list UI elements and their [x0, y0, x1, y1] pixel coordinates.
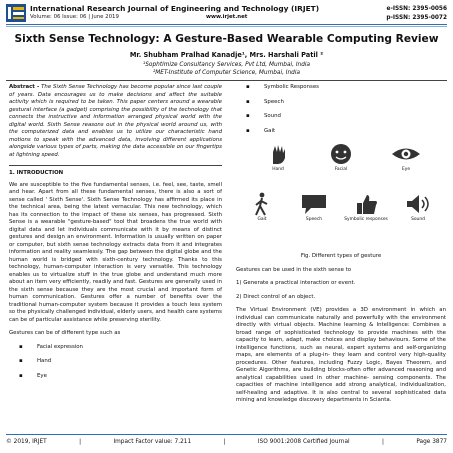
- paper-title: Sixth Sense Technology: A Gesture-Based Wearable Computing Review: [14, 33, 439, 45]
- journal-footer: [6, 439, 447, 445]
- speech-bubble-icon: [297, 192, 331, 216]
- figure-label: Gait: [257, 217, 267, 222]
- paper-authors: Mr. Shubham Pralhad Kanadje¹, Mrs. Harshali Patil ²: [129, 51, 324, 59]
- left-column: [9, 84, 222, 387]
- footer-iso: ISO 9001:2008 Certified Journal: [257, 439, 350, 445]
- header-rule-secondary: [6, 26, 447, 27]
- uses-intro: Gestures can be used in the sixth sense to: [236, 266, 352, 273]
- figure-cell-facial: [317, 142, 365, 174]
- footer-impact-factor: Impact Factor value: 7.211: [113, 439, 192, 445]
- volume-line: Volume: 06 Issue: 06 | June 2019: [30, 14, 119, 20]
- figure-cell-hand: [254, 142, 302, 174]
- journal-website-link[interactable]: www.irjet.net: [206, 14, 248, 20]
- walking-person-icon: [245, 192, 279, 216]
- gesture-type-list-cont: [236, 84, 446, 135]
- virtual-environment-paragraph: The Virtual Environment (VE) provides a 3D environment in which an individual can communicate naturally and powerfully with the environment directly with virtual objects. Machine learning & Intelligence: Combines a broad range of sophisticated technology to provide machines with the capacity to learn, adapt, make choices and display behaviours. Some of the intelligence functions, such as neural, expert systems and self-organizing maps, are elements of a plug-in- they learn and control very high-quality procedures. Other features, including Fuzzy Logic, Bayes Theorem, and Genetic Algorithms, are building blocks-often offer advanced reasoning and analytical capabilities used in other machine- sensing components. The capacities of machine intelligence add strong analytical, individualization, self-healing and adaptive. It is also central to several sophisticated data mining and knowledge discovery departments in Scianta.: [236, 307, 446, 403]
- list-item: ▪ Hand: [19, 358, 222, 366]
- issn-block: [386, 5, 447, 23]
- abstract: [9, 84, 222, 159]
- abstract-text: The Sixth Sense Technology has become popular since last couple of years. Data encourages us to make decisions and affect the suitable activity which is required to be taken. This paper centers around a wearable gestural interface (a gadget) comprising the possibility of the technology that connects the instructive and information arranged physical world with the digital world. Sixth Sense reasons out in the physical world around us, with the computerized data and enables us to utilize our characteristic hand motions to speak with the advanced data, involving different applications alongside various types of parts, making the data accessible on our fingertips at lightning speed.: [9, 84, 223, 158]
- list-item: ▪ Sound: [246, 113, 446, 121]
- figure-cell-gait: [238, 192, 286, 224]
- figure-label: Speech: [305, 217, 323, 222]
- figure-cell-sound: [394, 192, 442, 224]
- affiliation-2: ²MET-Institute of Computer Science, Mumbai, India: [152, 70, 301, 76]
- irjet-logo: [6, 4, 26, 22]
- use-1: 1) Generate a practical interaction or event.: [236, 280, 356, 286]
- figure-label: Hand: [272, 167, 284, 172]
- right-column: [236, 84, 446, 411]
- figure-label: Sound: [411, 217, 425, 222]
- use-2: 2) Direct control of an object.: [236, 293, 316, 300]
- list-item: ▪ Facial expression: [19, 344, 222, 352]
- speaker-icon: [401, 192, 435, 216]
- journal-header: [6, 4, 447, 22]
- gesture-types-intro: Gestures can be of different type such as: [9, 330, 121, 336]
- figure-label: Symbolic responses: [344, 217, 388, 222]
- affiliation-1: ¹Sophtimize Consultancy Services, Pvt Ltd, Mumbai, India: [142, 62, 311, 68]
- eissn: e-ISSN: 2395-0056: [386, 6, 447, 12]
- list-item: ▪ Eye: [19, 373, 222, 381]
- abstract-rule: [9, 165, 222, 166]
- footer-divider: |: [381, 439, 384, 445]
- gesture-type-list: [9, 344, 222, 381]
- journal-name: International Research Journal of Engineering and Technology (IRJET): [30, 4, 320, 13]
- eye-icon: [389, 142, 423, 166]
- header-rule: [6, 24, 447, 25]
- list-item: ▪ Gait: [246, 128, 446, 136]
- figure-label: Facial: [334, 167, 348, 172]
- figure-cell-speech: [290, 192, 338, 224]
- figure-cell-symbolic: [342, 192, 390, 224]
- list-item: ▪ Speech: [246, 99, 446, 107]
- hand-icon: [261, 142, 295, 166]
- title-rule: [6, 80, 447, 81]
- footer-divider: |: [223, 439, 226, 445]
- thumbs-up-icon: [349, 192, 383, 216]
- pissn: p-ISSN: 2395-0072: [386, 15, 447, 21]
- gesture-figure: [236, 142, 446, 249]
- figure-caption: Fig. Different types of gesture: [300, 253, 382, 259]
- figure-cell-eye: [382, 142, 430, 174]
- footer-rule: [6, 434, 447, 435]
- footer-divider: |: [79, 439, 82, 445]
- face-icon: [324, 142, 358, 166]
- figure-label: Eye: [401, 167, 411, 172]
- list-item: ▪ Symbolic Responses: [246, 84, 446, 92]
- intro-paragraph: We are susceptible to the five fundamental senses, i.e. feel, see, taste, smell and hear. Apart from all these fundamental senses, there is also a sort of sense called ' Sixth Sense'. Sixth Sense Technology has affirmed its place in the technical area, being the latest vernacular. This new technology, which has its connection to the impact of these six senses, has progressed. Sixth Sense is a wearable "gesture-based" tool that broadens the true world with digital data and let individuals communicate with it by means of distinct gestures and design an environment. Information is usually written on paper or computer, but sixth sense technology extracts data from it and integrates information and reality seamlessly. The gap between the digital globe and the human world is bridged with sixth-century technology. Thanks to this technology, human-computer interaction is very versatile. This technology enables us to virtualize stuff in the true globe and understand much more about an item very efficiently, readily and fast. Gestures are generally used in the sixth sense because they are the most crucial and important form of human communication. Gestures offer a number of benefits over the traditional human-computer system because it provides a touch less system so the physically challenged individual, elderly users, and health care systems can be of particular assistance while preserving sterility.: [9, 181, 222, 323]
- intro-heading: 1. INTRODUCTION: [9, 170, 64, 176]
- abstract-label: Abstract -: [9, 84, 40, 90]
- footer-copyright: © 2019, IRJET: [6, 439, 47, 445]
- footer-page-number: Page 3877: [416, 439, 447, 445]
